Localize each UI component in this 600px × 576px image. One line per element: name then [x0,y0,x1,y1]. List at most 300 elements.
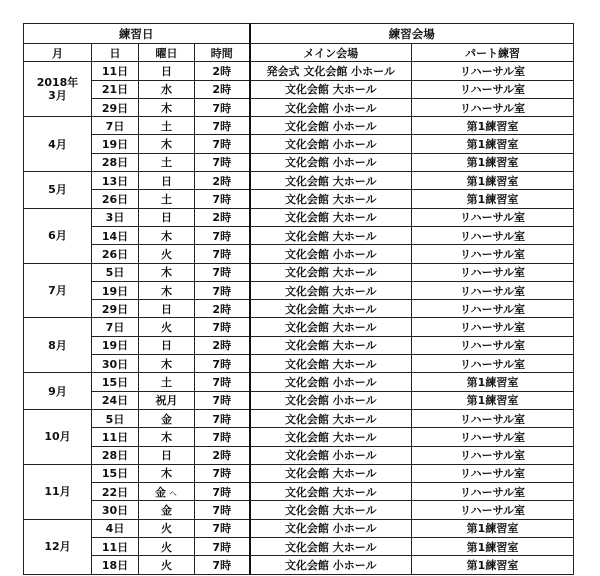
main-venue-cell [250,263,412,281]
time-cell-text: 7時 [212,156,232,170]
day-cell-text: 29日 [101,101,129,115]
day-cell [92,373,139,391]
weekday-cell [139,538,195,556]
table-row [24,80,574,98]
part-practice-cell-text: リハーサル室 [459,357,526,371]
time-cell [195,153,250,171]
time-cell [195,501,250,519]
table-row [24,153,574,171]
header-part-practice: パート練習 [412,44,574,62]
time-cell-text: 2時 [212,339,232,353]
weekday-cell-text: 火 [161,522,172,536]
time-cell-text: 7時 [212,394,232,408]
weekday-cell-text: 土 [161,193,172,207]
weekday-cell [139,391,195,409]
weekday-cell-text: 木 [161,284,172,298]
time-cell-text: 7時 [212,540,232,554]
part-practice-cell [412,226,574,244]
weekday-cell-text: 木 [161,467,172,481]
weekday-cell [139,281,195,299]
main-venue-cell-text: 文化会館 大ホール [284,357,377,371]
main-venue-cell-text: 文化会館 大ホール [284,211,377,225]
day-cell-text: 18日 [101,558,129,572]
main-venue-cell-text: 文化会館 大ホール [284,302,377,316]
part-practice-cell-text: リハーサル室 [459,485,526,499]
main-venue-cell-text: 文化会館 小ホール [284,375,377,389]
main-venue-cell-text: 文化会館 小ホール [284,247,377,261]
main-venue-cell [250,172,412,190]
main-venue-cell-text: 文化会館 小ホール [284,156,377,170]
part-practice-cell-text: リハーサル室 [459,229,526,243]
table-row [24,190,574,208]
time-cell-text: 2時 [212,449,232,463]
day-cell [92,556,139,574]
weekday-cell [139,62,195,80]
main-venue-cell-text: 文化会館 小ホール [284,394,377,408]
part-practice-cell-text: 第1練習室 [466,119,519,133]
main-venue-cell [250,281,412,299]
table-row [24,172,574,190]
time-cell [195,62,250,80]
weekday-cell-text: 金 [161,412,172,426]
part-practice-cell-text: リハーサル室 [459,284,526,298]
day-cell [92,318,139,336]
table-row [24,428,574,446]
weekday-cell [139,208,195,226]
table-row [24,98,574,116]
main-venue-cell-text: 文化会館 小ホール [284,449,377,463]
weekday-cell [139,226,195,244]
part-practice-cell [412,446,574,464]
practice-schedule-table [23,23,574,575]
weekday-cell [139,300,195,318]
day-cell [92,245,139,263]
part-practice-cell-text: 第1練習室 [466,522,519,536]
time-cell-text: 7時 [212,430,232,444]
time-cell [195,172,250,190]
time-cell [195,245,250,263]
weekday-cell [139,556,195,574]
month-cell: 10月 [24,409,92,464]
day-cell [92,446,139,464]
day-cell-text: 26日 [101,193,129,207]
table-row [24,208,574,226]
table-row [24,464,574,482]
part-practice-cell [412,483,574,501]
day-cell-text: 19日 [101,138,129,152]
weekday-cell-text: 木 [161,357,172,371]
part-practice-cell-text: リハーサル室 [459,302,526,316]
day-cell [92,336,139,354]
day-cell [92,464,139,482]
main-venue-cell-text: 文化会館 大ホール [284,174,377,188]
weekday-cell-text: 水 [161,83,172,97]
part-practice-cell [412,281,574,299]
header-practice-days: 練習日 [24,24,250,44]
time-cell [195,336,250,354]
table-row [24,501,574,519]
part-practice-cell [412,391,574,409]
part-practice-cell [412,245,574,263]
header-main-venue: メイン会場 [250,44,412,62]
header-day: 日 [92,44,139,62]
weekday-cell-text: 土 [161,156,172,170]
weekday-cell [139,135,195,153]
day-cell-text: 5日 [105,412,125,426]
weekday-cell-text: 土 [161,119,172,133]
part-practice-cell [412,373,574,391]
weekday-cell-text: 日 [161,211,172,225]
main-venue-cell-text: 発会式 文化会館 小ホール [266,64,395,78]
day-cell [92,153,139,171]
time-cell-text: 7時 [212,119,232,133]
time-cell-text: 2時 [212,174,232,188]
part-practice-cell [412,80,574,98]
main-venue-cell-text: 文化会館 大ホール [284,284,377,298]
main-venue-cell-text: 文化会館 小ホール [284,558,377,572]
month-cell: 6月 [24,208,92,263]
part-practice-cell-text: 第1練習室 [466,193,519,207]
header-month: 月 [24,44,92,62]
main-venue-cell-text: 文化会館 大ホール [284,412,377,426]
part-practice-cell [412,208,574,226]
day-cell [92,428,139,446]
table-row [24,336,574,354]
time-cell [195,483,250,501]
part-practice-cell [412,519,574,537]
weekday-cell-text: 木 [161,430,172,444]
time-cell-text: 7時 [212,138,232,152]
day-cell-text: 15日 [101,467,129,481]
main-venue-cell [250,446,412,464]
time-cell [195,117,250,135]
part-practice-cell [412,300,574,318]
main-venue-cell [250,391,412,409]
part-practice-cell [412,464,574,482]
main-venue-cell-text: 文化会館 大ホール [284,83,377,97]
month-cell: 12月 [24,519,92,574]
main-venue-cell-text: 文化会館 大ホール [284,504,377,518]
day-cell [92,501,139,519]
weekday-cell [139,153,195,171]
table-row [24,483,574,501]
day-cell-text: 7日 [105,119,125,133]
day-cell [92,281,139,299]
part-practice-cell [412,190,574,208]
day-cell [92,538,139,556]
weekday-cell [139,501,195,519]
table-row [24,538,574,556]
main-venue-cell [250,373,412,391]
time-cell [195,556,250,574]
weekday-cell-text: 木 [161,229,172,243]
part-practice-cell-text: リハーサル室 [459,412,526,426]
part-practice-cell [412,263,574,281]
time-cell-text: 7時 [212,558,232,572]
time-cell [195,135,250,153]
table-row [24,62,574,80]
time-cell-text: 7時 [212,193,232,207]
main-venue-cell [250,226,412,244]
weekday-cell-text: 火 [161,247,172,261]
table-row [24,117,574,135]
part-practice-cell-text: リハーサル室 [459,504,526,518]
day-cell-text: 24日 [101,394,129,408]
time-cell-text: 2時 [212,302,232,316]
main-venue-cell [250,464,412,482]
weekday-cell [139,373,195,391]
day-cell-text: 30日 [101,504,129,518]
day-cell-text: 15日 [101,375,129,389]
part-practice-cell-text: リハーサル室 [459,467,526,481]
day-cell [92,172,139,190]
month-cell: 4月 [24,117,92,172]
main-venue-cell-text: 文化会館 大ホール [284,485,377,499]
table-row [24,300,574,318]
part-practice-cell [412,172,574,190]
main-venue-cell-text: 文化会館 大ホール [284,540,377,554]
weekday-cell-text: 金 [161,504,172,518]
main-venue-cell [250,117,412,135]
main-venue-cell [250,483,412,501]
part-practice-cell-text: リハーサル室 [459,64,526,78]
day-cell-text: 3日 [105,211,125,225]
schedule-sheet [23,23,574,575]
time-cell-text: 2時 [212,64,232,78]
day-cell [92,135,139,153]
table-row [24,373,574,391]
weekday-cell-text: 日 [161,64,172,78]
table-row [24,519,574,537]
table-row [24,556,574,574]
part-practice-cell-text: リハーサル室 [459,101,526,115]
table-row [24,318,574,336]
part-practice-cell-text: リハーサル室 [459,449,526,463]
time-cell-text: 7時 [212,284,232,298]
weekday-cell [139,483,195,501]
time-cell-text: 7時 [212,375,232,389]
time-cell [195,300,250,318]
weekday-cell-text: 火 [161,321,172,335]
part-practice-cell [412,135,574,153]
time-cell-text: 7時 [212,247,232,261]
day-cell-text: 11日 [101,430,129,444]
part-practice-cell [412,318,574,336]
weekday-cell-text: 木 [161,138,172,152]
part-practice-cell-text: 第1練習室 [466,558,519,572]
day-cell [92,391,139,409]
part-practice-cell-text: リハーサル室 [459,83,526,97]
table-row [24,446,574,464]
table-row [24,226,574,244]
weekday-cell-text: 日 [161,302,172,316]
day-cell-text: 4日 [105,522,125,536]
time-cell [195,263,250,281]
weekday-cell-text: 火 [161,540,172,554]
day-cell [92,80,139,98]
part-practice-cell-text: リハーサル室 [459,247,526,261]
weekday-cell [139,464,195,482]
time-cell [195,98,250,116]
weekday-cell-text: 木 [161,266,172,280]
time-cell-text: 7時 [212,467,232,481]
time-cell [195,538,250,556]
main-venue-cell [250,409,412,427]
month-cell: 7月 [24,263,92,318]
weekday-cell [139,446,195,464]
weekday-cell [139,428,195,446]
day-cell [92,409,139,427]
weekday-cell-text: 火 [161,558,172,572]
day-cell-text: 30日 [101,357,129,371]
time-cell-text: 7時 [212,412,232,426]
day-cell-text: 22日 [101,485,129,499]
weekday-cell-text: 土 [161,375,172,389]
main-venue-cell [250,519,412,537]
time-cell [195,464,250,482]
time-cell-text: 7時 [212,504,232,518]
day-cell [92,263,139,281]
time-cell-text: 7時 [212,266,232,280]
weekday-cell [139,409,195,427]
main-venue-cell [250,190,412,208]
main-venue-cell-text: 文化会館 大ホール [284,430,377,444]
main-venue-cell [250,208,412,226]
day-cell-text: 19日 [101,339,129,353]
day-cell [92,190,139,208]
day-cell-text: 14日 [101,229,129,243]
weekday-cell-text: 日 [161,339,172,353]
part-practice-cell-text: 第1練習室 [466,540,519,554]
table-row [24,355,574,373]
day-cell-text: 29日 [101,302,129,316]
main-venue-cell [250,538,412,556]
time-cell [195,226,250,244]
weekday-cell-text: 日 [161,449,172,463]
main-venue-cell-text: 文化会館 大ホール [284,229,377,243]
part-practice-cell-text: 第1練習室 [466,394,519,408]
weekday-cell [139,519,195,537]
time-cell-text: 7時 [212,321,232,335]
main-venue-cell-text: 文化会館 小ホール [284,138,377,152]
part-practice-cell [412,409,574,427]
day-cell [92,519,139,537]
weekday-cell [139,263,195,281]
part-practice-cell [412,355,574,373]
day-cell [92,208,139,226]
table-row [24,263,574,281]
part-practice-cell-text: リハーサル室 [459,430,526,444]
time-cell-text: 2時 [212,211,232,225]
time-cell [195,391,250,409]
time-cell-text: 7時 [212,522,232,536]
time-cell [195,80,250,98]
part-practice-cell-text: 第1練習室 [466,156,519,170]
part-practice-cell [412,336,574,354]
time-cell [195,318,250,336]
main-venue-cell [250,98,412,116]
day-cell-text: 19日 [101,284,129,298]
weekday-cell [139,318,195,336]
weekday-cell [139,355,195,373]
main-venue-cell [250,428,412,446]
main-venue-cell [250,355,412,373]
time-cell [195,409,250,427]
month-cell: 9月 [24,373,92,410]
weekday-cell [139,98,195,116]
day-cell-text: 5日 [105,266,125,280]
table-row [24,135,574,153]
part-practice-cell-text: 第1練習室 [466,174,519,188]
time-cell [195,446,250,464]
main-venue-cell [250,62,412,80]
day-cell-text: 13日 [101,174,129,188]
month-cell: 8月 [24,318,92,373]
time-cell [195,208,250,226]
day-cell-text: 11日 [101,64,129,78]
month-cell: 2018年 3月 [24,62,92,117]
month-cell: 5月 [24,172,92,209]
part-practice-cell [412,501,574,519]
day-cell [92,355,139,373]
main-venue-cell [250,135,412,153]
day-cell-text: 21日 [101,83,129,97]
part-practice-cell-text: 第1練習室 [466,138,519,152]
time-cell [195,519,250,537]
day-cell-text: 28日 [101,449,129,463]
day-cell [92,483,139,501]
main-venue-cell-text: 文化会館 小ホール [284,119,377,133]
part-practice-cell [412,98,574,116]
time-cell [195,190,250,208]
header-time: 時間 [195,44,250,62]
time-cell [195,428,250,446]
time-cell-text: 7時 [212,101,232,115]
weekday-cell [139,245,195,263]
handwritten-mark: ㇸ [168,487,178,499]
main-venue-cell [250,501,412,519]
main-venue-cell [250,556,412,574]
main-venue-cell [250,318,412,336]
table-row [24,281,574,299]
time-cell-text: 2時 [212,83,232,97]
weekday-cell [139,336,195,354]
weekday-cell [139,172,195,190]
part-practice-cell [412,117,574,135]
table-row [24,245,574,263]
weekday-cell-text: 日 [161,174,172,188]
day-cell-text: 7日 [105,321,125,335]
day-cell [92,62,139,80]
main-venue-cell-text: 文化会館 小ホール [284,522,377,536]
weekday-cell [139,80,195,98]
day-cell [92,98,139,116]
part-practice-cell-text: リハーサル室 [459,211,526,225]
weekday-cell-text: 祝月 [155,394,178,408]
header-practice-venues: 練習会場 [250,24,574,44]
day-cell [92,226,139,244]
part-practice-cell-text: 第1練習室 [466,375,519,389]
part-practice-cell [412,428,574,446]
table-row [24,409,574,427]
part-practice-cell [412,153,574,171]
main-venue-cell-text: 文化会館 大ホール [284,321,377,335]
day-cell [92,300,139,318]
part-practice-cell-text: リハーサル室 [459,266,526,280]
main-venue-cell [250,245,412,263]
main-venue-cell-text: 文化会館 大ホール [284,467,377,481]
weekday-cell [139,190,195,208]
